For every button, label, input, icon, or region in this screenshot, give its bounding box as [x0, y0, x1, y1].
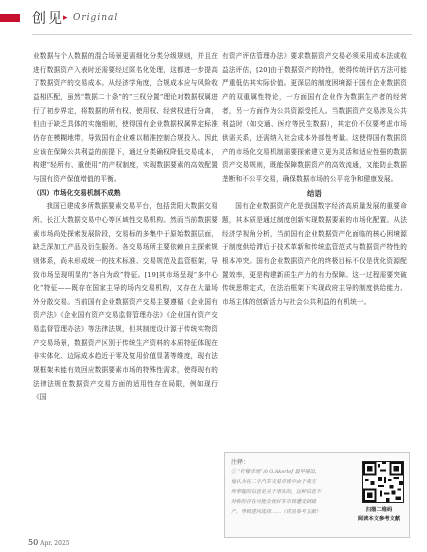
conclusion-heading: 结语	[307, 188, 322, 198]
right-text-column	[222, 50, 407, 309]
paragraph-conclusion: 国有企业数据资产化是我国数字经济高质量发展的重要命题，其本质是通过制度创新实现数据要素的市场化配置。从法经济学视角分析，当前国有企业数据资产化面临的核心困境源于制度供给滞后于技术革新和传统监管范式与数据资产特性的根本冲突。国有企业数据资产化的终极目标不仅是优化资源配置效率，更是构建新质生产力的有力保障。这一过程需要突破传统思维定式，在法治框架下实现政府主导的制度供给能力、市场主体的创新活力与社会公共利益的有机统一。	[222, 202, 407, 306]
page-header	[0, 0, 427, 40]
section-color-bar	[0, 14, 20, 22]
notes-text: ① “柠檬市场”由 G.Akerlof 最早提出， 他认为在二手汽车交易市场中由于卖方 所掌握的信息是关于事实的，这种信息不 对称的存在可能会使好车市场遭受到破 产，导致逆向选择……（详见参考文献）	[231, 469, 322, 515]
qr-caption: 扫描二维码 阅读本文参考文献	[357, 507, 401, 522]
paragraph-trading-platforms: 我国已建成多所数据要素交易平台，包括贵阳大数据交易所、长江大数据交易中心等区域性交易机构。然而当前数据要素市场尚处探索发展阶段，交易标的多集中于原始数据层面，缺乏深加工产品及衍生服务。各交易场所主要依赖自主探索规则体系，尚未形成统一的技术标准、交易规范及监管框架，导致市场呈现明显的“各自为政”特征。[19]其市场呈现“多中心化”特征——既存在国家主导的场内交易机构，又存在大量场外分散交易。当前国有企业数据资产交易主要遵循《企业国有资产法》《企业国有资产交易监督管理办法》《企业国有资产交易监督管理办法》等法律法规，但其制度设计源于传统实物资产交易场景，数据资产区别于传统生产资料的本质特征体现在非实体化、边际成本趋近于零及复用价值显著等维度，现有法规框架未能有效回应数据要素市场的特殊性需求，使得现有的法律法规在数据资产交易方面的适用性存在局限，例如现行《国	[33, 202, 218, 402]
notes-label: 注释：	[231, 459, 250, 466]
triangle-marker-icon: ▸	[63, 13, 68, 23]
paragraph-asset-valuation: 有资产评估管理办法》要求数据资产交易必须采用成本法或收益法评估，[20]由于数据资产的特性，使得传统评估方法可能严重低估其实际价值。更深层的制度困境源于国有企业数据资产的双重属性特论，一方面国有企业作为数据生产者的经营者，另一方面作为公共资源受托人。当数据资产交易涉及公共利益时（如交通、医疗等民生数据），其定价不仅要考虑市场供需关系，还需纳入社会成本外部性考量。这使得国有数据资产的市场化交易机制需要探索建立更为灵活和适应性强的数据资产交易规则，既能保障数据资产的高效流通，又能防止数据垄断和不公平交易，确保数据市场的公平竞争和健康发展。	[222, 52, 407, 183]
left-text-column	[33, 50, 218, 405]
column-title: 创见	[32, 11, 64, 27]
section-heading-market-mechanism: （四）市场化交易机制不成熟	[33, 188, 121, 197]
paragraph-data-classification: 业数据与个人数据的混合场景更需细化分类分级规则，并且在进行数据资产入表时还需要经过匿名化处理，这都进一步提高了数据资产的交易成本。从经济学角度，合规成本应与风险收益相匹配，虽然“数据二十条”的“三权分置”理论对数据权属进行了初步界定，将数据的所有权、使用权、经营权进行分离，但由于缺乏具体的实施细则，使得国有企业数据权属界定标准仍存在模糊地带，导致国有企业难以精准控制合规投入。因此应该在保障公共利益的前提下，通过分类确权降低交易成本，构建“轻所有、重使用”的产权制度，实现数据要素的高效配置与国有资产保值增值的平衡。	[33, 52, 218, 183]
page-footer	[28, 538, 70, 547]
header-divider	[32, 34, 412, 35]
page-number: 50	[28, 538, 39, 547]
notes-box	[224, 452, 410, 538]
issue-date: Apr. 2025	[40, 540, 70, 547]
qr-code-icon[interactable]	[362, 461, 404, 503]
column-subtitle: Original	[73, 13, 119, 23]
